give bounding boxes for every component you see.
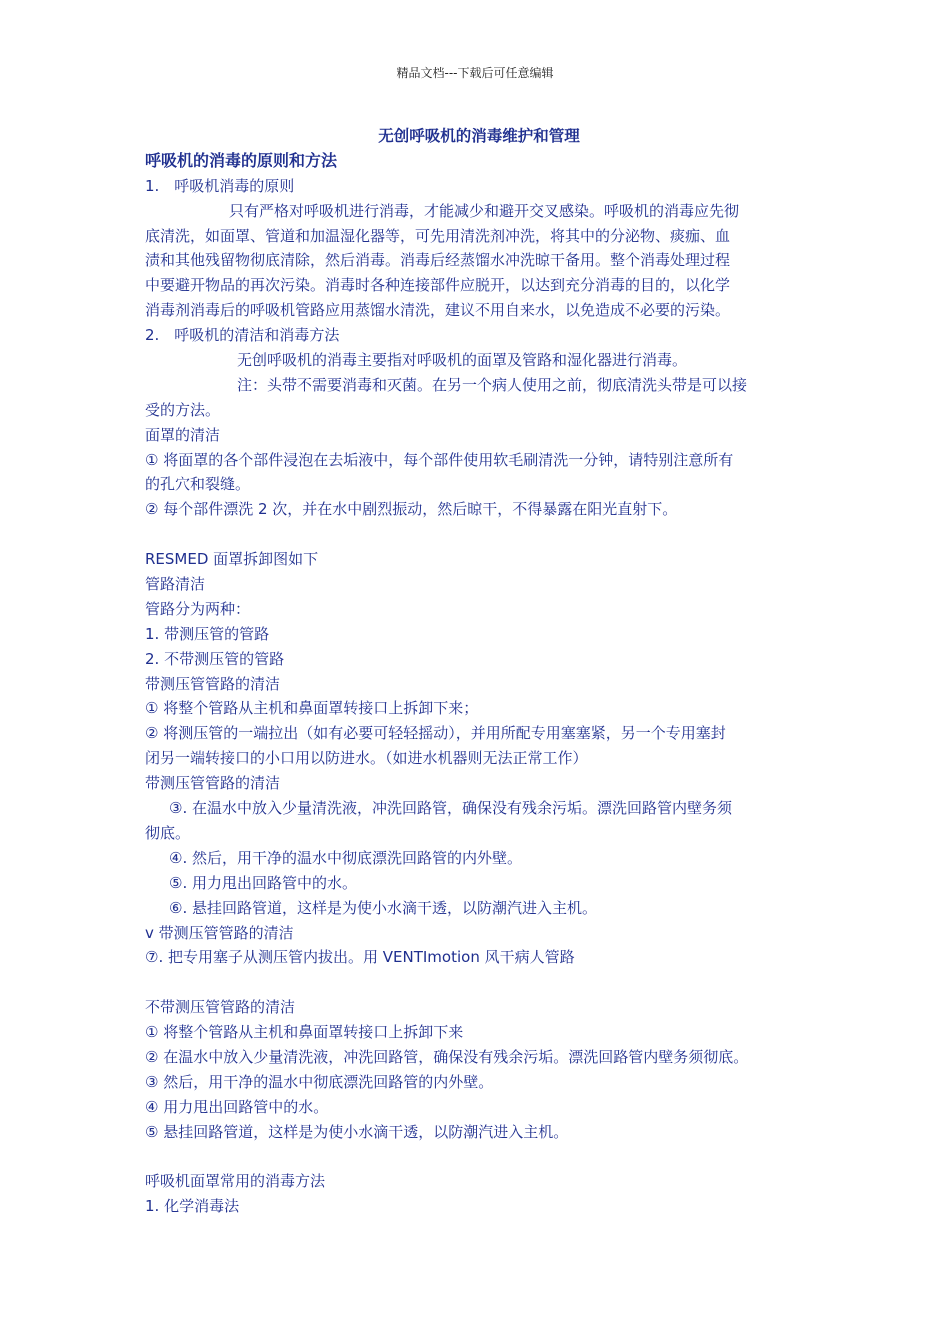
paragraph-line: 底清洗，如面罩、管道和加温湿化器等，可先用清洗剂冲洗，将其中的分泌物、痰痂、血 bbox=[145, 226, 731, 245]
note-line: 受的方法。 bbox=[145, 400, 221, 419]
subsection-heading: 1. 呼吸机消毒的原则 bbox=[145, 176, 295, 195]
tube-cleaning-heading: 管路清洁 bbox=[145, 575, 206, 594]
list-item: 的孔穴和裂缝。 bbox=[145, 475, 251, 494]
with-tube-heading: 带测压管管路的清洁 bbox=[145, 674, 281, 693]
list-item: 2. 不带测压管的管路 bbox=[145, 649, 285, 668]
paragraph-line: 渍和其他残留物彻底清除，然后消毒。消毒后经蒸馏水冲洗晾干备用。整个消毒处理过程 bbox=[145, 251, 731, 270]
mask-disinfection-heading: 呼吸机面罩常用的消毒方法 bbox=[145, 1172, 326, 1191]
without-tube-heading: 不带测压管管路的清洁 bbox=[145, 998, 296, 1017]
list-item: ⑤ 悬挂回路管道，这样是为使小水滴干透，以防潮汽进入主机。 bbox=[145, 1122, 569, 1141]
document-title: 无创呼吸机的消毒维护和管理 bbox=[378, 127, 580, 145]
list-item: ① 将整个管路从主机和鼻面罩转接口上拆卸下来 bbox=[145, 1023, 464, 1042]
resmed-caption: RESMED 面罩拆卸图如下 bbox=[145, 550, 319, 569]
blank-line bbox=[145, 1145, 813, 1170]
list-item: ⑦. 把专用塞子从测压管内拔出。用 VENTImotion 风干病人管路 bbox=[145, 948, 575, 967]
blank-line bbox=[145, 522, 813, 547]
with-tube-heading: 带测压管管路的清洁 bbox=[145, 774, 281, 793]
mask-cleaning-heading: 面罩的清洁 bbox=[145, 425, 221, 444]
page-header: 精品文档---下载后可任意编辑 bbox=[396, 66, 554, 80]
list-item: ② 每个部件漂洗 2 次，并在水中剧烈振动，然后晾干，不得暴露在阳光直射下。 bbox=[145, 500, 678, 519]
document-body bbox=[145, 124, 813, 1219]
paragraph-line: 管路分为两种： bbox=[145, 599, 251, 618]
list-item: 1. 化学消毒法 bbox=[145, 1197, 240, 1216]
list-item: 彻底。 bbox=[145, 823, 191, 842]
list-item: ④ 用力甩出回路管中的水。 bbox=[145, 1097, 329, 1116]
list-item: 闭另一端转接口的小口用以防进水。（如进水机器则无法正常工作） bbox=[145, 749, 588, 768]
blank-line bbox=[145, 970, 813, 995]
list-item: ③ 然后，用干净的温水中彻底漂洗回路管的内外壁。 bbox=[145, 1072, 494, 1091]
note-line: 注：头带不需要消毒和灭菌。在另一个病人使用之前，彻底清洗头带是可以接 bbox=[237, 375, 748, 394]
list-item: ③. 在温水中放入少量清洗液，冲洗回路管，确保没有残余污垢。漂洗回路管内壁务须 bbox=[169, 799, 732, 818]
list-item: ② 在温水中放入少量清洗液，冲洗回路管，确保没有残余污垢。漂洗回路管内壁务须彻底。 bbox=[145, 1047, 749, 1066]
with-tube-heading: v 带测压管管路的清洁 bbox=[145, 923, 294, 942]
list-item: ① 将整个管路从主机和鼻面罩转接口上拆卸下来； bbox=[145, 699, 479, 718]
paragraph-line: 消毒剂消毒后的呼吸机管路应用蒸馏水清洗，建议不用自来水，以免造成不必要的污染。 bbox=[145, 301, 731, 320]
list-item: 1. 带测压管的管路 bbox=[145, 624, 270, 643]
paragraph-line: 中要避开物品的再次污染。消毒时各种连接部件应脱开，以达到充分消毒的目的，以化学 bbox=[145, 276, 731, 295]
list-item: ② 将测压管的一端拉出（如有必要可轻轻摇动），并用所配专用塞塞紧，另一个专用塞封 bbox=[145, 724, 726, 743]
section-heading: 呼吸机的消毒的原则和方法 bbox=[145, 150, 338, 170]
paragraph-line: 只有严格对呼吸机进行消毒，才能减少和避开交叉感染。呼吸机的消毒应先彻 bbox=[229, 201, 740, 220]
paragraph-line: 无创呼吸机的消毒主要指对呼吸机的面罩及管路和湿化器进行消毒。 bbox=[237, 351, 688, 370]
list-item: ⑥. 悬挂回路管道，这样是为使小水滴干透，以防潮汽进入主机。 bbox=[169, 898, 597, 917]
subsection-heading: 2. 呼吸机的清洁和消毒方法 bbox=[145, 326, 340, 345]
list-item: ⑤. 用力甩出回路管中的水。 bbox=[169, 873, 357, 892]
list-item: ① 将面罩的各个部件浸泡在去垢液中，每个部件使用软毛刷清洗一分钟，请特别注意所有 bbox=[145, 450, 734, 469]
list-item: ④. 然后，用干净的温水中彻底漂洗回路管的内外壁。 bbox=[169, 848, 522, 867]
